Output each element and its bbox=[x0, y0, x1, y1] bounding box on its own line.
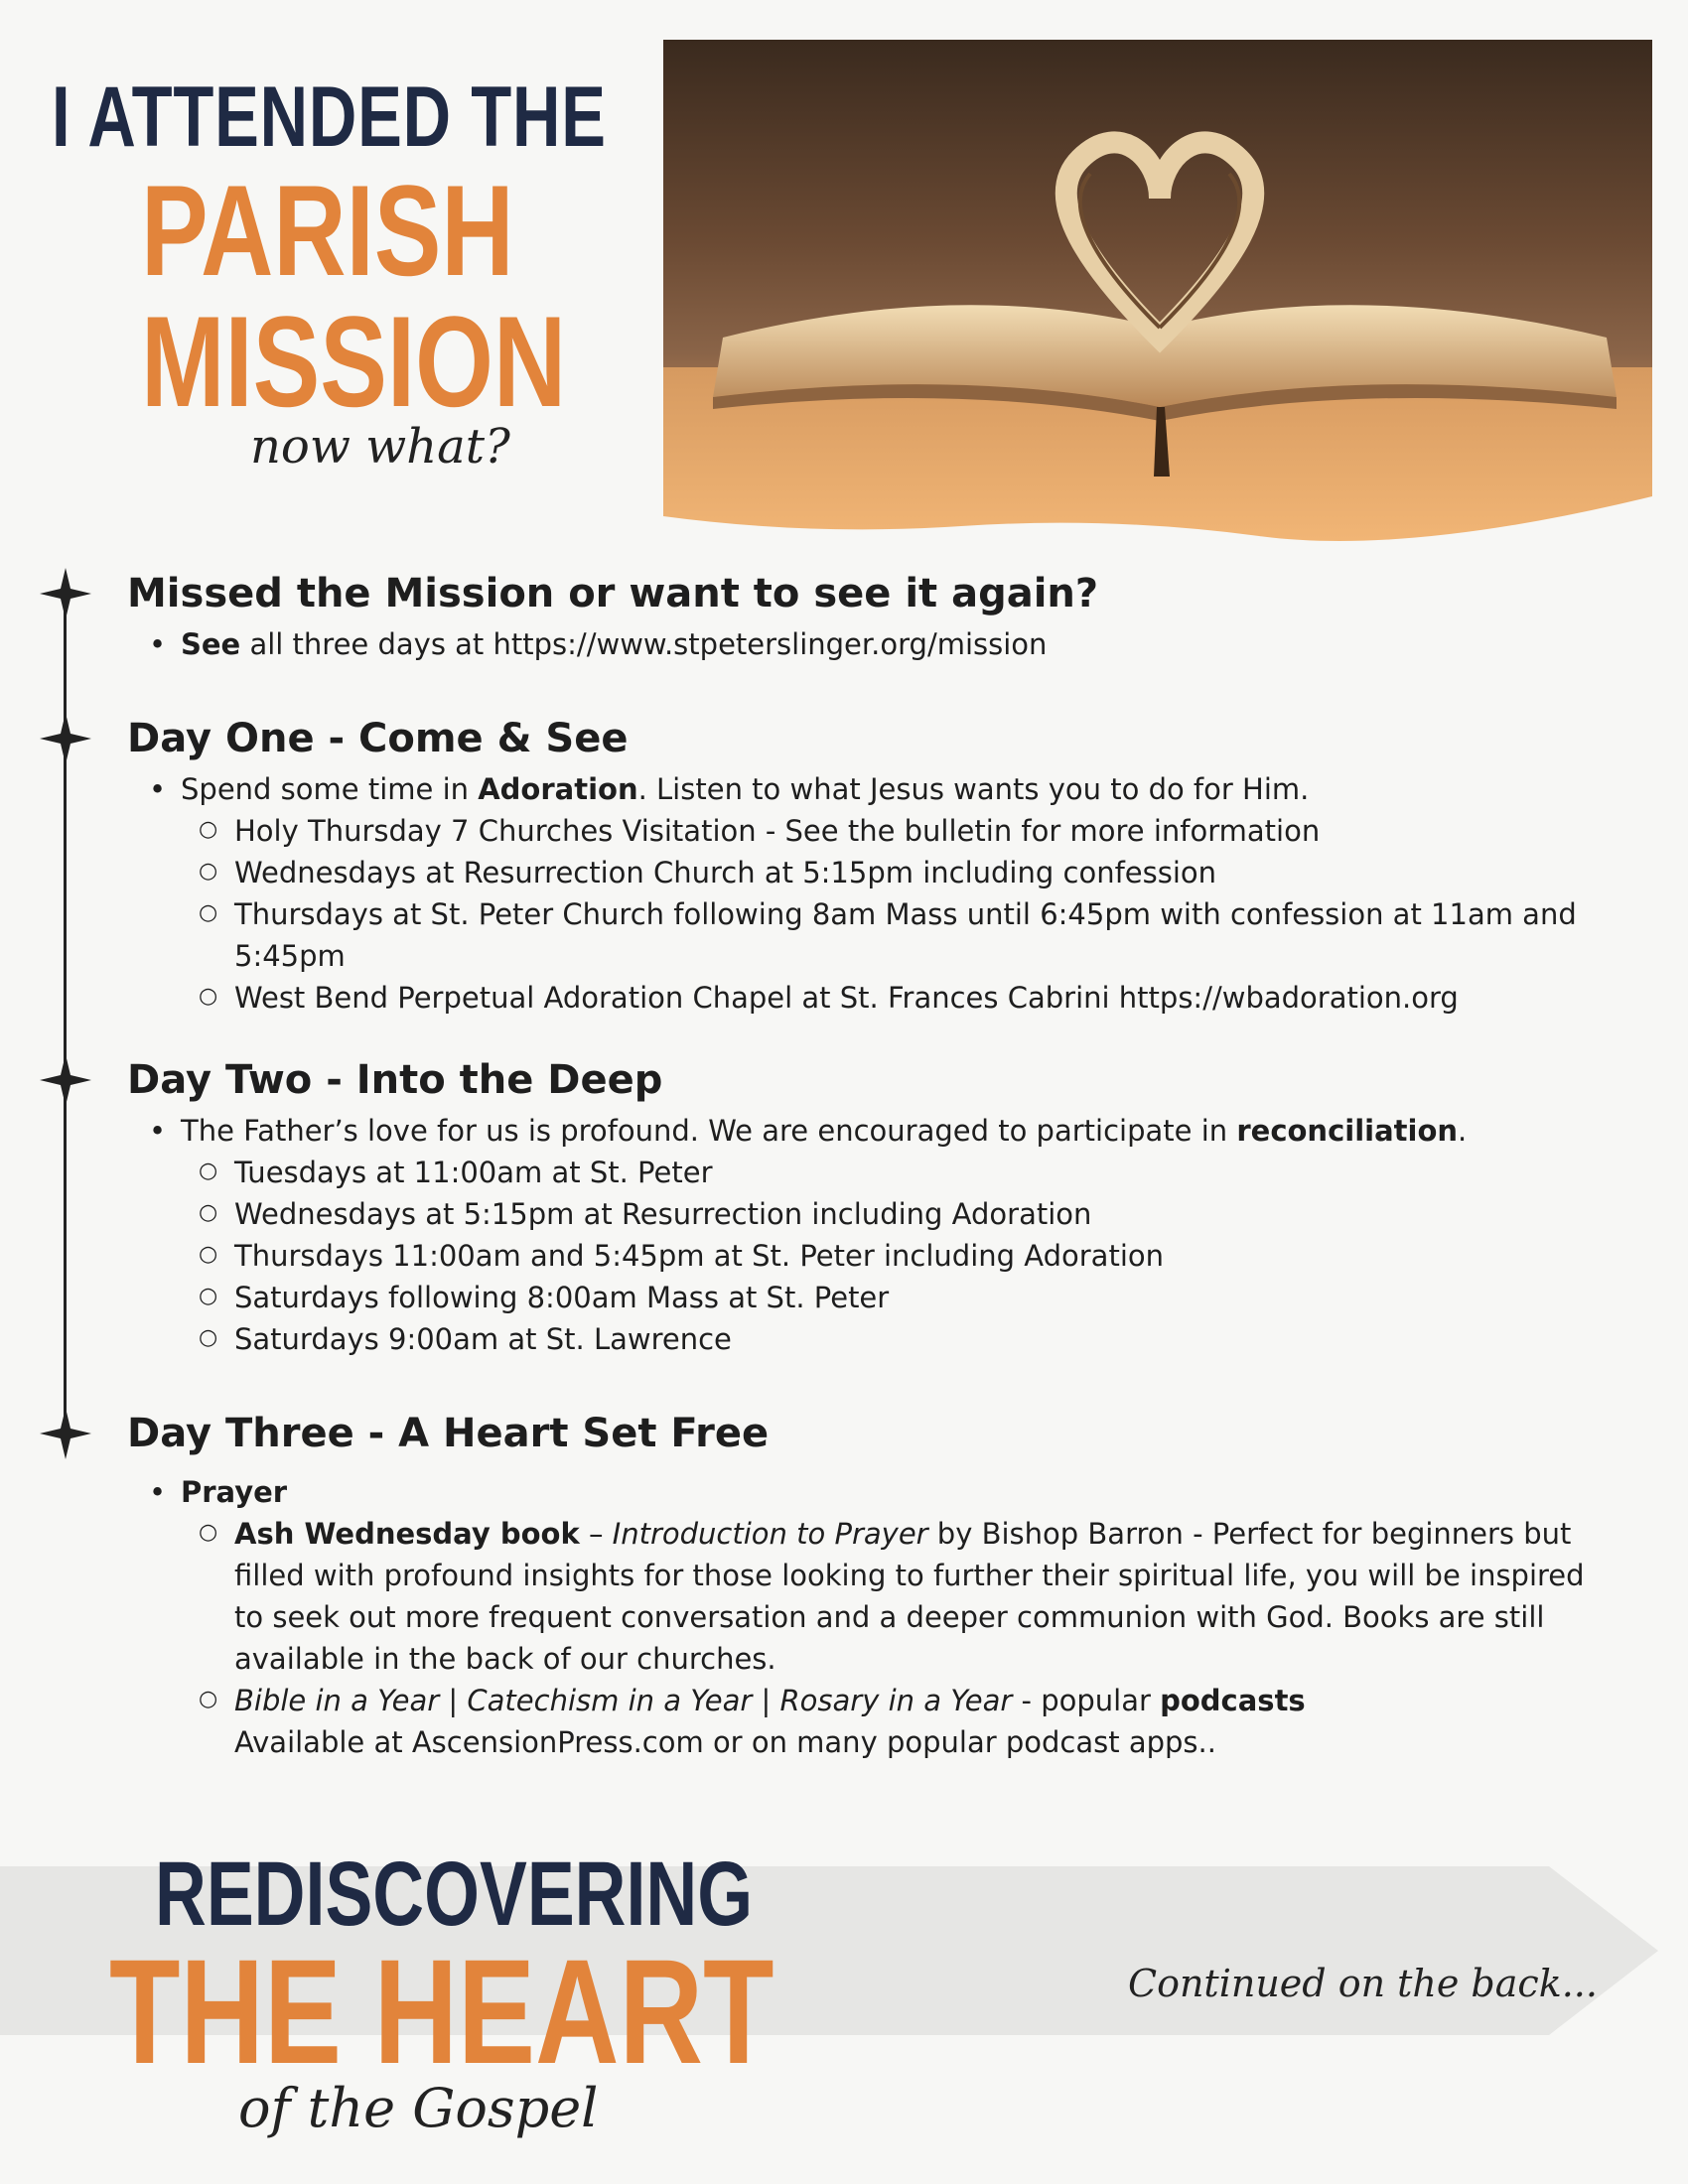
sub-list-item: ○ Holy Thursday 7 Churches Visitation - See the bulletin for more information bbox=[234, 810, 1597, 852]
sub-list-item: ○ West Bend Perpetual Adoration Chapel at St. Frances Cabrini https://wbadoration.org bbox=[234, 977, 1597, 1019]
text: Spend some time in bbox=[181, 772, 479, 806]
list-item bbox=[181, 1471, 1597, 1763]
timeline-star-icon bbox=[34, 1048, 97, 1112]
section-heading: Day Two - Into the Deep bbox=[127, 1057, 663, 1103]
section-heading: Missed the Mission or want to see it again? bbox=[127, 571, 1099, 616]
timeline-star-icon bbox=[34, 562, 97, 625]
section-day-three bbox=[127, 1410, 1597, 1763]
hero-torn-edge bbox=[663, 467, 1652, 556]
section-day-two bbox=[127, 1056, 1597, 1360]
title-line-2: PARISH bbox=[141, 158, 514, 303]
title-line-3: MISSION bbox=[141, 289, 567, 434]
text: The Father’s love for us is profound. We are encouraged to participate in bbox=[181, 1114, 1237, 1148]
bold-text: podcasts bbox=[1160, 1684, 1306, 1717]
footer-line-2: THE HEART bbox=[109, 1928, 774, 2095]
text: – bbox=[579, 1517, 613, 1551]
bold-text: Adoration bbox=[478, 772, 638, 806]
timeline-star-icon bbox=[34, 1402, 97, 1465]
bold-text: Ash Wednesday book bbox=[234, 1517, 580, 1551]
bold-text: reconciliation bbox=[1236, 1114, 1459, 1148]
footer-line-3: of the Gospel bbox=[238, 2077, 599, 2139]
timeline-star-icon bbox=[34, 707, 97, 770]
text: - popular bbox=[1012, 1684, 1161, 1717]
section-missed-mission bbox=[127, 570, 1597, 665]
list-item bbox=[181, 1110, 1597, 1360]
section-heading: Day One - Come & See bbox=[127, 716, 629, 761]
section-day-one bbox=[127, 715, 1597, 1019]
link-text[interactable]: all three days at https://www.stpeterslinger.org/mission bbox=[240, 627, 1048, 661]
sub-list-item: ○ Wednesdays at Resurrection Church at 5:15pm including confession bbox=[234, 852, 1597, 893]
sub-list-item: ○ Thursdays at St. Peter Church following 8am Mass until 6:45pm with confession at 11am and 5:45pm bbox=[234, 893, 1597, 977]
footer-line-1: REDISCOVERING bbox=[155, 1843, 754, 1945]
footer-title bbox=[109, 1843, 824, 2139]
sub-list-item bbox=[234, 1513, 1597, 1680]
italic-text: Bible in a Year | Catechism in a Year | Rosary in a Year bbox=[234, 1684, 1013, 1717]
section-heading: Day Three - A Heart Set Free bbox=[127, 1411, 770, 1456]
sub-list-item: ○ Saturdays 9:00am at St. Lawrence bbox=[234, 1318, 1597, 1360]
title-line-1: I ATTENDED THE bbox=[52, 69, 607, 165]
sub-list-item: ○ Tuesdays at 11:00am at St. Peter bbox=[234, 1152, 1597, 1193]
title-subtitle: now what? bbox=[250, 419, 510, 475]
text: . Listen to what Jesus wants you to do for Him. bbox=[637, 772, 1310, 806]
continued-note: Continued on the back... bbox=[1128, 1962, 1598, 2005]
list-item bbox=[181, 623, 1597, 665]
text: by Bishop Barron - Perfect for beginners but filled with profound insights for those looking to further their spiritual life, you will be inspired to seek out more frequent conversation and a deeper communion with God. Books are still available in the back of our churches. bbox=[234, 1517, 1585, 1676]
sub-list-item: ○ Wednesdays at 5:15pm at Resurrection including Adoration bbox=[234, 1193, 1597, 1235]
list-item bbox=[181, 768, 1597, 1019]
text: . bbox=[1458, 1114, 1468, 1148]
sub-list-item bbox=[234, 1680, 1597, 1763]
italic-text: Introduction to Prayer bbox=[612, 1517, 928, 1551]
bold-text: See bbox=[181, 627, 241, 661]
sub-list-item: ○ Saturdays following 8:00am Mass at St. Peter bbox=[234, 1277, 1597, 1318]
text: Available at AscensionPress.com or on many popular podcast apps.. bbox=[234, 1725, 1216, 1759]
bold-text: Prayer bbox=[181, 1475, 288, 1509]
sub-list-item: ○ Thursdays 11:00am and 5:45pm at St. Peter including Adoration bbox=[234, 1235, 1597, 1277]
page-title bbox=[52, 69, 647, 475]
